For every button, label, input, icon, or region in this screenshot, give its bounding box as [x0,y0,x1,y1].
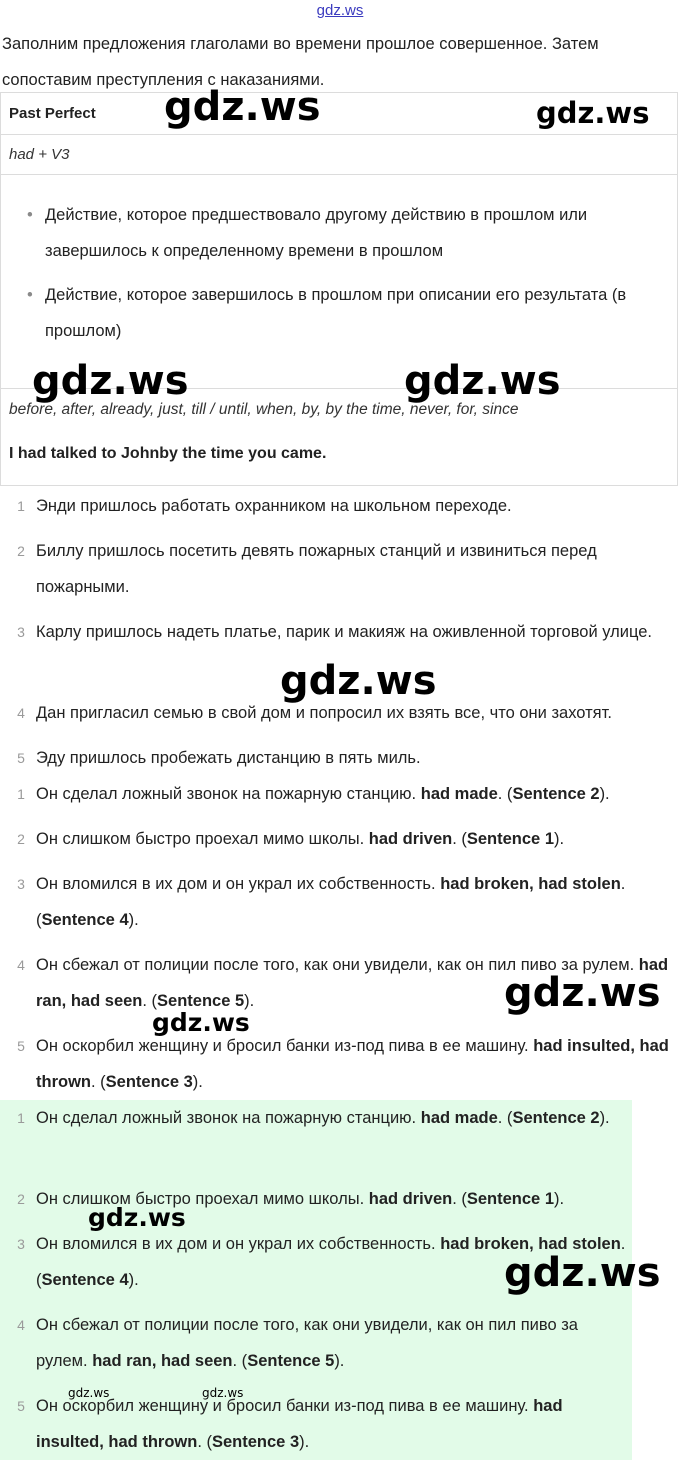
answer-ref: Sentence 3 [212,1433,300,1451]
watermark: gdz.ws [536,96,650,130]
item-text: Энди пришлось работать охранником на школьном переходе. [36,497,512,515]
item-number: 3 [17,876,25,892]
answer-ref: Sentence 2 [512,785,600,803]
watermark: gdz.ws [504,1250,661,1296]
item-text: Эду пришлось пробежать дистанцию в пять миль. [36,749,421,767]
item-text: Дан пригласил семью в свой дом и попросил их взять все, что они захотят. [36,704,612,722]
item-text: Он слишком быстро проехал мимо школы. had driven. (Sentence 1). [36,1190,565,1208]
grammar-usage-row [1,175,677,389]
item-text: Он оскорбил женщину и бросил банки из-под пива в ее машину. had insulted, had thrown. (Sentence 3). [36,1037,669,1091]
watermark: gdz.ws [152,1008,250,1037]
bullet-icon: • [27,286,33,304]
answer-ref: Sentence 5 [247,1352,335,1370]
answer-ref: Sentence 4 [41,911,129,929]
item-text: Он сделал ложный звонок на пожарную станцию. had made. (Sentence 2). [36,785,610,803]
item-number: 3 [17,1236,25,1252]
usage-item: • Действие, которое предшествовало другому действию в прошлом или завершилось к определенному времени в прошлом [27,197,667,269]
item-text: Он сбежал от полиции после того, как они увидели, как он пил пиво за рулем. had ran, had seen. (Sentence 5). [36,956,669,1010]
watermark: gdz.ws [164,84,321,130]
item-number: 1 [17,786,25,802]
answer-ref: Sentence 1 [466,830,554,848]
answer-verbs: had ran, had seen [92,1352,233,1370]
watermark: gdz.ws [404,358,561,404]
watermark: gdz.ws [32,358,189,404]
item-text: Он сбежал от полиции после того, как они увидели, как он пил пиво за рулем. had ran, had seen. (Sentence 5). [36,1316,578,1370]
item-text: Карлу пришлось надеть платье, парик и макияж на оживленной торговой улице. [36,623,653,641]
usage-list [27,197,667,357]
watermark: gdz.ws [280,658,437,704]
grammar-formula: had + V3 [9,146,70,163]
bullet-icon: • [27,206,33,224]
answer-verbs: had ran, had seen [36,956,669,1010]
item-number: 2 [17,831,25,847]
answer-verbs: had driven [368,1190,453,1208]
item-number: 1 [17,498,25,514]
item-number: 4 [17,705,25,721]
answer-verbs: had made [420,785,498,803]
item-number: 1 [17,1110,25,1126]
answer-verbs: had broken, had stolen [440,1235,621,1253]
item-number: 5 [17,1398,25,1414]
item-text: Он вломился в их дом и он украл их собственность. had broken, had stolen. (Sentence 4). [36,1235,626,1289]
grammar-heading: Past Perfect [9,105,96,122]
site-link[interactable]: gdz.ws [316,2,364,19]
answer-ref: Sentence 5 [157,992,245,1010]
item-text: Он вломился в их дом и он украл их собственность. had broken, had stolen. (Sentence 4). [36,875,626,929]
item-number: 3 [17,624,25,640]
item-text: Биллу пришлось посетить девять пожарных станций и извиниться перед пожарными. [36,542,597,596]
item-text: Он слишком быстро проехал мимо школы. had driven. (Sentence 1). [36,830,565,848]
answer-verbs: had insulted, had thrown [36,1397,563,1451]
answer-verbs: had driven [368,830,453,848]
watermark: gdz.ws [88,1203,186,1232]
watermark: gdz.ws [504,970,661,1016]
grammar-formula-row [1,135,677,175]
grammar-example: I had talked to Johnby the time you came. [9,445,327,462]
item-number: 2 [17,1191,25,1207]
answer-ref: Sentence 2 [512,1109,600,1127]
item-number: 2 [17,543,25,559]
answer-ref: Sentence 4 [41,1271,129,1289]
watermark: gdz.ws [202,1386,244,1400]
time-markers: before, after, already, just, till / until, when, by, by the time, never, for, since [9,401,519,418]
item-number: 5 [17,1038,25,1054]
grammar-markers-row [1,389,677,487]
answer-box [0,1100,632,1460]
answer-verbs: had insulted, had thrown [36,1037,669,1091]
answer-verbs: had made [420,1109,498,1127]
item-number: 4 [17,957,25,973]
answer-ref: Sentence 1 [466,1190,554,1208]
item-number: 4 [17,1317,25,1333]
item-number: 5 [17,750,25,766]
watermark: gdz.ws [68,1386,110,1400]
usage-item: • Действие, которое завершилось в прошлом при описании его результата (в прошлом) [27,277,667,349]
item-text: Он оскорбил женщину и бросил банки из-под пива в ее машину. had insulted, had thrown. (Sentence 3). [36,1397,563,1451]
answer-verbs: had broken, had stolen [440,875,621,893]
grammar-heading-row [1,93,677,135]
task-intro: Заполним предложения глаголами во времени прошлое совершенное. Затем сопоставим преступления с наказаниями. [2,35,599,89]
grammar-table [0,92,678,486]
item-text: Он сделал ложный звонок на пожарную станцию. had made. (Sentence 2). [36,1109,610,1127]
answer-ref: Sentence 3 [105,1073,193,1091]
